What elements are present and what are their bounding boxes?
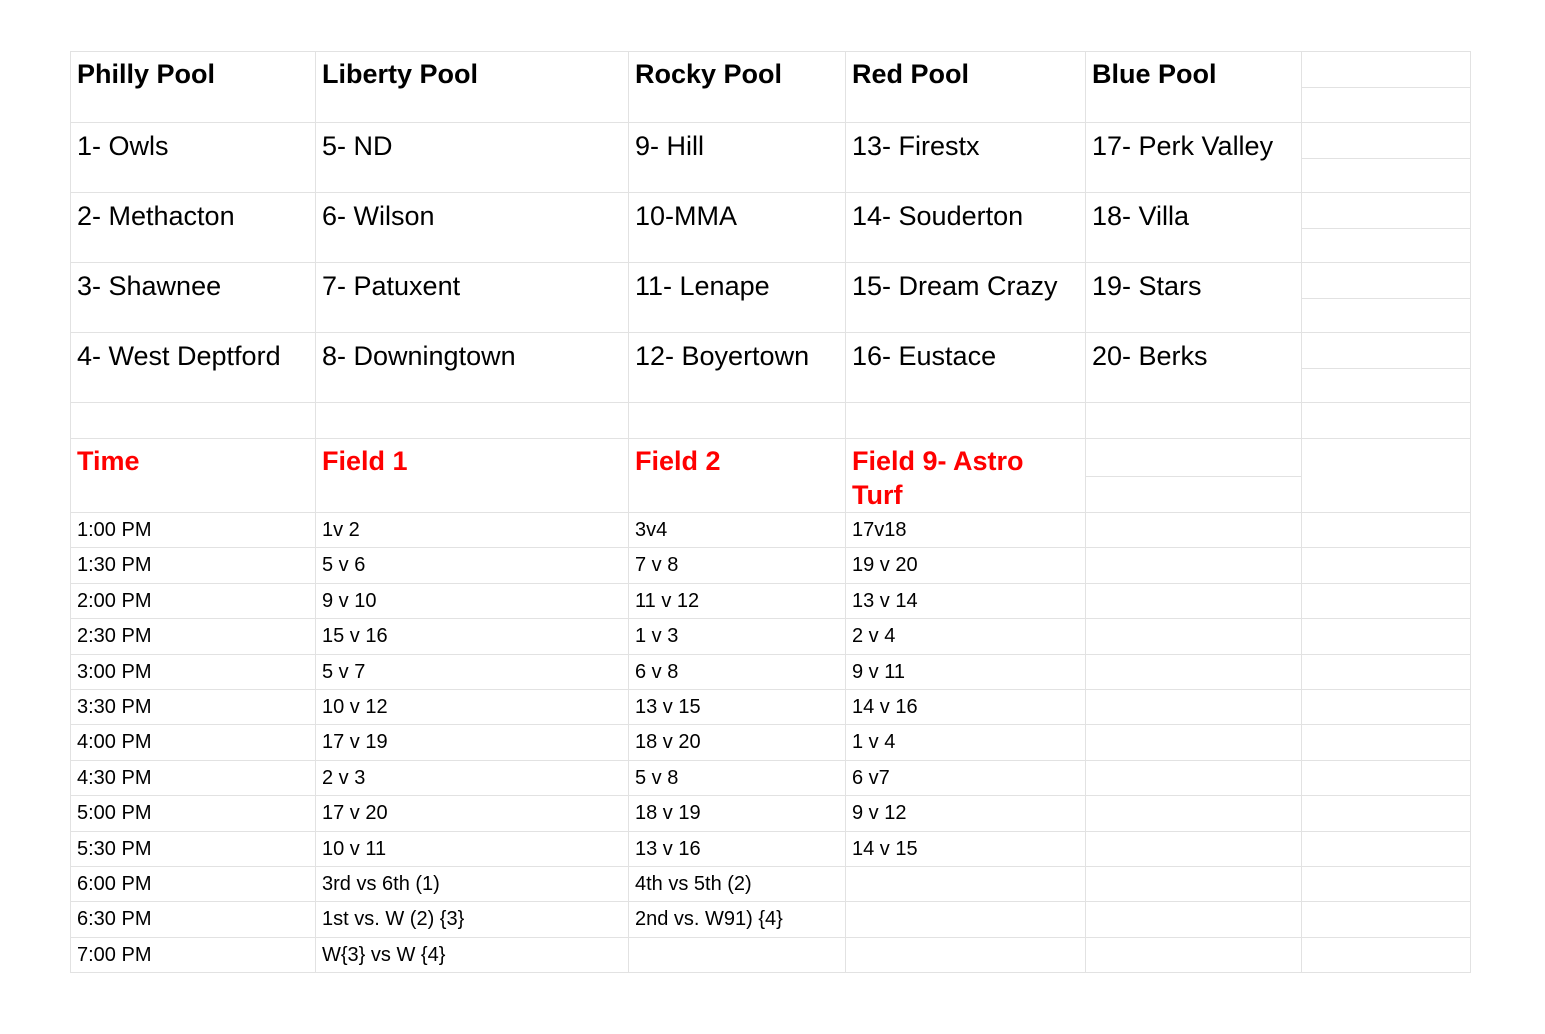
empty-cell[interactable] bbox=[1302, 403, 1471, 439]
cell[interactable] bbox=[316, 760, 629, 795]
cell[interactable] bbox=[71, 937, 316, 972]
cell[interactable] bbox=[629, 333, 846, 403]
empty-cell[interactable] bbox=[1302, 831, 1471, 866]
cell[interactable] bbox=[846, 263, 1086, 333]
pool-title: Philly Pool bbox=[77, 59, 216, 89]
match-field2: 7 v 8 bbox=[635, 554, 679, 577]
cell[interactable] bbox=[316, 193, 629, 263]
schedule-sheet bbox=[70, 51, 1471, 973]
cell[interactable] bbox=[316, 263, 629, 333]
cell[interactable] bbox=[629, 583, 846, 618]
empty-cell[interactable] bbox=[1302, 263, 1471, 333]
match-field2: 3v4 bbox=[635, 519, 668, 541]
team-name: 9- Hill bbox=[635, 131, 705, 161]
cell[interactable] bbox=[629, 513, 846, 548]
grid-line bbox=[1302, 87, 1470, 88]
schedule-row bbox=[71, 583, 1471, 618]
match-field2: 2nd vs. W91) {4} bbox=[635, 908, 783, 931]
match-field2 bbox=[635, 938, 845, 944]
empty-cell[interactable] bbox=[1086, 760, 1302, 795]
time-slot: 2:30 PM bbox=[77, 625, 152, 648]
cell[interactable] bbox=[316, 689, 629, 724]
match-field9: 19 v 20 bbox=[852, 554, 918, 577]
cell[interactable] bbox=[629, 725, 846, 760]
pool-header-row bbox=[71, 52, 1471, 123]
empty-cell[interactable] bbox=[1086, 689, 1302, 724]
cell[interactable] bbox=[846, 831, 1086, 866]
time-slot: 5:00 PM bbox=[77, 802, 152, 825]
team-row bbox=[71, 263, 1471, 333]
match-field2: 13 v 15 bbox=[635, 695, 701, 718]
field-header: Field 9- Astro Turf bbox=[852, 446, 1024, 510]
cell[interactable] bbox=[629, 902, 846, 937]
team-name: 1- Owls bbox=[77, 131, 169, 161]
cell[interactable] bbox=[629, 548, 846, 583]
team-row bbox=[71, 193, 1471, 263]
match-field2: 13 v 16 bbox=[635, 837, 701, 860]
empty-cell[interactable] bbox=[1302, 193, 1471, 263]
team-name: 2- Methacton bbox=[77, 201, 235, 231]
cell[interactable] bbox=[846, 902, 1086, 937]
cell[interactable] bbox=[846, 583, 1086, 618]
time-slot: 4:00 PM bbox=[77, 731, 152, 754]
cell[interactable] bbox=[316, 513, 629, 548]
empty-cell[interactable] bbox=[1086, 439, 1302, 513]
cell[interactable] bbox=[71, 193, 316, 263]
match-field9: 13 v 14 bbox=[852, 589, 918, 612]
time-slot: 1:00 PM bbox=[77, 519, 152, 541]
time-slot: 7:00 PM bbox=[77, 943, 152, 966]
cell[interactable] bbox=[629, 619, 846, 654]
cell[interactable] bbox=[846, 937, 1086, 972]
cell[interactable] bbox=[71, 263, 316, 333]
match-field9: 14 v 16 bbox=[852, 695, 918, 718]
team-name: 12- Boyertown bbox=[635, 341, 810, 371]
match-field1: 5 v 6 bbox=[322, 554, 366, 577]
pool-title: Rocky Pool bbox=[635, 59, 783, 89]
cell[interactable] bbox=[71, 123, 316, 193]
cell[interactable] bbox=[71, 439, 316, 513]
empty-cell[interactable] bbox=[1302, 123, 1471, 193]
empty-cell[interactable] bbox=[316, 403, 629, 439]
empty-cell[interactable] bbox=[1302, 902, 1471, 937]
team-name: 5- ND bbox=[322, 131, 393, 161]
team-name: 11- Lenape bbox=[635, 271, 770, 301]
match-field1: 2 v 3 bbox=[322, 766, 366, 789]
cell[interactable] bbox=[316, 52, 629, 123]
schedule-row bbox=[71, 619, 1471, 654]
empty-cell[interactable] bbox=[1302, 796, 1471, 831]
match-field2: 1 v 3 bbox=[635, 625, 679, 648]
match-field9: 1 v 4 bbox=[852, 731, 896, 754]
empty-cell[interactable] bbox=[1302, 725, 1471, 760]
time-slot: 4:30 PM bbox=[77, 766, 152, 789]
cell[interactable] bbox=[71, 583, 316, 618]
match-field1: 3rd vs 6th (1) bbox=[322, 872, 440, 895]
schedule-row bbox=[71, 796, 1471, 831]
time-slot: 5:30 PM bbox=[77, 837, 152, 860]
empty-cell[interactable] bbox=[1302, 548, 1471, 583]
empty-cell[interactable] bbox=[1302, 654, 1471, 689]
empty-cell[interactable] bbox=[1302, 619, 1471, 654]
match-field9: 9 v 11 bbox=[852, 660, 905, 683]
pool-title: Liberty Pool bbox=[322, 59, 479, 89]
time-header: Time bbox=[77, 446, 140, 476]
cell[interactable] bbox=[71, 548, 316, 583]
cell[interactable] bbox=[846, 619, 1086, 654]
field-header-row bbox=[71, 439, 1471, 513]
match-field2: 18 v 20 bbox=[635, 731, 701, 754]
cell[interactable] bbox=[316, 725, 629, 760]
time-slot: 2:00 PM bbox=[77, 589, 152, 612]
time-slot: 6:00 PM bbox=[77, 872, 152, 895]
time-slot: 3:30 PM bbox=[77, 695, 152, 718]
match-field2: 4th vs 5th (2) bbox=[635, 872, 752, 895]
match-field9: 14 v 15 bbox=[852, 837, 918, 860]
team-row bbox=[71, 123, 1471, 193]
cell[interactable] bbox=[629, 193, 846, 263]
cell[interactable] bbox=[1086, 123, 1302, 193]
match-field2: 5 v 8 bbox=[635, 766, 679, 789]
empty-cell[interactable] bbox=[1302, 760, 1471, 795]
match-field9 bbox=[852, 902, 1085, 908]
cell[interactable] bbox=[629, 866, 846, 901]
empty-cell[interactable] bbox=[1302, 866, 1471, 901]
cell[interactable] bbox=[71, 796, 316, 831]
cell[interactable] bbox=[1086, 333, 1302, 403]
cell[interactable] bbox=[71, 52, 316, 123]
cell[interactable] bbox=[71, 902, 316, 937]
cell[interactable] bbox=[71, 619, 316, 654]
empty-cell[interactable] bbox=[1086, 403, 1302, 439]
cell[interactable] bbox=[629, 654, 846, 689]
match-field9: 6 v7 bbox=[852, 766, 890, 789]
team-name: 7- Patuxent bbox=[322, 271, 461, 301]
cell[interactable] bbox=[846, 760, 1086, 795]
team-name: 8- Downingtown bbox=[322, 341, 516, 371]
cell[interactable] bbox=[71, 513, 316, 548]
cell[interactable] bbox=[629, 796, 846, 831]
cell[interactable] bbox=[316, 619, 629, 654]
grid-line bbox=[1302, 228, 1470, 229]
empty-cell[interactable] bbox=[1086, 725, 1302, 760]
empty-cell[interactable] bbox=[629, 403, 846, 439]
schedule-row bbox=[71, 831, 1471, 866]
cell[interactable] bbox=[1086, 193, 1302, 263]
empty-cell[interactable] bbox=[1086, 513, 1302, 548]
schedule-row bbox=[71, 654, 1471, 689]
cell[interactable] bbox=[71, 689, 316, 724]
match-field2: 6 v 8 bbox=[635, 660, 679, 683]
team-row bbox=[71, 333, 1471, 403]
cell[interactable] bbox=[629, 831, 846, 866]
match-field1: 15 v 16 bbox=[322, 625, 388, 648]
pool-title: Red Pool bbox=[852, 59, 970, 89]
schedule-row bbox=[71, 760, 1471, 795]
match-field1: 1v 2 bbox=[322, 519, 360, 541]
cell[interactable] bbox=[71, 725, 316, 760]
team-name: 14- Souderton bbox=[852, 201, 1024, 231]
match-field1: 10 v 11 bbox=[322, 837, 387, 860]
schedule-row bbox=[71, 513, 1471, 548]
team-name: 19- Stars bbox=[1092, 271, 1202, 301]
cell[interactable] bbox=[71, 760, 316, 795]
schedule-row bbox=[71, 937, 1471, 972]
empty-cell[interactable] bbox=[1086, 902, 1302, 937]
empty-cell[interactable] bbox=[1302, 513, 1471, 548]
grid-line bbox=[1086, 476, 1301, 477]
schedule-row bbox=[71, 902, 1471, 937]
cell[interactable] bbox=[629, 123, 846, 193]
cell[interactable] bbox=[316, 831, 629, 866]
schedule-row bbox=[71, 689, 1471, 724]
schedule-row bbox=[71, 725, 1471, 760]
cell[interactable] bbox=[629, 760, 846, 795]
empty-cell[interactable] bbox=[1086, 548, 1302, 583]
cell[interactable] bbox=[316, 583, 629, 618]
cell[interactable] bbox=[71, 866, 316, 901]
cell[interactable] bbox=[316, 796, 629, 831]
match-field1: 5 v 7 bbox=[322, 660, 366, 683]
empty-cell[interactable] bbox=[1086, 831, 1302, 866]
cell[interactable] bbox=[846, 725, 1086, 760]
cell[interactable] bbox=[1086, 263, 1302, 333]
cell[interactable] bbox=[846, 193, 1086, 263]
match-field9: 2 v 4 bbox=[852, 625, 896, 648]
cell[interactable] bbox=[316, 866, 629, 901]
cell[interactable] bbox=[846, 439, 1086, 513]
cell[interactable] bbox=[846, 513, 1086, 548]
empty-cell[interactable] bbox=[1086, 583, 1302, 618]
empty-cell[interactable] bbox=[1086, 619, 1302, 654]
team-name: 3- Shawnee bbox=[77, 271, 222, 301]
time-slot: 3:00 PM bbox=[77, 660, 152, 683]
pool-title: Blue Pool bbox=[1092, 59, 1217, 89]
grid-line bbox=[1302, 368, 1470, 369]
cell[interactable] bbox=[71, 831, 316, 866]
empty-cell[interactable] bbox=[846, 403, 1086, 439]
match-field1: 17 v 19 bbox=[322, 731, 388, 754]
cell[interactable] bbox=[846, 654, 1086, 689]
empty-cell[interactable] bbox=[1086, 866, 1302, 901]
match-field1: 1st vs. W (2) {3} bbox=[322, 908, 465, 931]
sheet-body bbox=[71, 52, 1471, 973]
field-header: Field 1 bbox=[322, 446, 408, 476]
cell[interactable] bbox=[629, 263, 846, 333]
cell[interactable] bbox=[316, 123, 629, 193]
schedule-row bbox=[71, 548, 1471, 583]
team-name: 20- Berks bbox=[1092, 341, 1208, 371]
match-field1: W{3} vs W {4} bbox=[322, 943, 446, 966]
team-name: 17- Perk Valley bbox=[1092, 131, 1274, 161]
match-field9: 9 v 12 bbox=[852, 802, 907, 825]
cell[interactable] bbox=[316, 439, 629, 513]
grid-line bbox=[1302, 298, 1470, 299]
match-field1: 10 v 12 bbox=[322, 695, 388, 718]
cell[interactable] bbox=[846, 796, 1086, 831]
cell[interactable] bbox=[846, 123, 1086, 193]
empty-cell[interactable] bbox=[1086, 796, 1302, 831]
match-field9 bbox=[852, 938, 1085, 944]
match-field1: 17 v 20 bbox=[322, 802, 388, 825]
cell[interactable] bbox=[629, 689, 846, 724]
team-name: 4- West Deptford bbox=[77, 341, 281, 371]
field-header: Field 2 bbox=[635, 446, 721, 476]
cell[interactable] bbox=[316, 937, 629, 972]
cell[interactable] bbox=[629, 439, 846, 513]
team-name: 6- Wilson bbox=[322, 201, 435, 231]
match-field9 bbox=[852, 867, 1085, 873]
cell[interactable] bbox=[316, 333, 629, 403]
time-slot: 6:30 PM bbox=[77, 908, 152, 931]
empty-cell[interactable] bbox=[1302, 583, 1471, 618]
team-name: 15- Dream Crazy bbox=[852, 271, 1058, 301]
match-field2: 18 v 19 bbox=[635, 802, 701, 825]
cell[interactable] bbox=[846, 866, 1086, 901]
empty-cell[interactable] bbox=[1086, 937, 1302, 972]
schedule-row bbox=[71, 866, 1471, 901]
team-name: 10-MMA bbox=[635, 201, 738, 231]
empty-cell[interactable] bbox=[1302, 333, 1471, 403]
empty-cell[interactable] bbox=[1302, 937, 1471, 972]
cell[interactable] bbox=[316, 902, 629, 937]
team-name: 18- Villa bbox=[1092, 201, 1190, 231]
cell[interactable] bbox=[629, 937, 846, 972]
empty-cell[interactable] bbox=[1302, 689, 1471, 724]
match-field1: 9 v 10 bbox=[322, 589, 377, 612]
cell[interactable] bbox=[316, 548, 629, 583]
team-name: 13- Firestx bbox=[852, 131, 980, 161]
empty-cell[interactable] bbox=[1302, 52, 1471, 123]
match-field9: 17v18 bbox=[852, 519, 907, 541]
cell[interactable] bbox=[846, 689, 1086, 724]
time-slot: 1:30 PM bbox=[77, 554, 152, 577]
cell[interactable] bbox=[71, 333, 316, 403]
match-field2: 11 v 12 bbox=[635, 589, 700, 612]
cell[interactable] bbox=[846, 333, 1086, 403]
cell[interactable] bbox=[71, 654, 316, 689]
cell[interactable] bbox=[846, 548, 1086, 583]
empty-cell[interactable] bbox=[71, 403, 316, 439]
cell[interactable] bbox=[629, 52, 846, 123]
cell[interactable] bbox=[846, 52, 1086, 123]
empty-cell[interactable] bbox=[1302, 439, 1471, 513]
grid-line bbox=[1302, 158, 1470, 159]
cell[interactable] bbox=[1086, 52, 1302, 123]
cell[interactable] bbox=[316, 654, 629, 689]
team-name: 16- Eustace bbox=[852, 341, 997, 371]
empty-cell[interactable] bbox=[1086, 654, 1302, 689]
blank-row bbox=[71, 403, 1471, 439]
